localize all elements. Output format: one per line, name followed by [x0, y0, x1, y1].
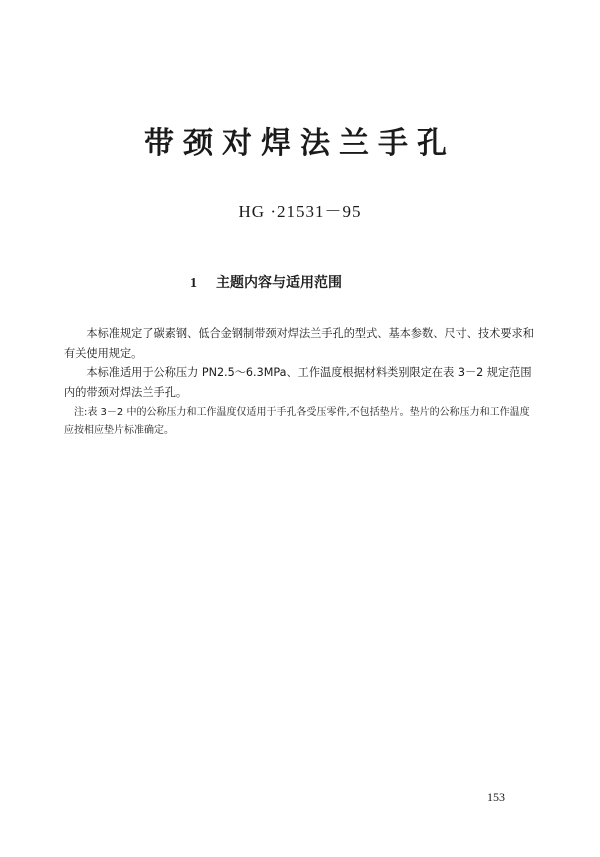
paragraph-scope: 本标准规定了碳素钢、低合金钢制带颈对焊法兰手孔的型式、基本参数、尺寸、技术要求和有关使用规定。 [64, 327, 534, 360]
paragraph-applicability: 本标准适用于公称压力 PN2.5～6.3MPa、工作温度根据材料类别限定在表 3－2 规定范围内的带颈对焊法兰手孔。 [64, 366, 532, 399]
section-number: 1 [190, 276, 197, 291]
note-text: 注:表 3－2 中的公称压力和工作温度仅适用于手孔各受压零件,不包括垫片。垫片的公称压力和工作温度应按相应垫片标准确定。 [64, 407, 530, 436]
page-number: 153 [487, 790, 505, 804]
standard-number: HG ·21531－95 [238, 202, 362, 221]
section-title: 主题内容与适用范围 [216, 275, 342, 291]
document-title: 带颈对焊法兰手孔 [144, 126, 456, 161]
section-heading [190, 272, 342, 292]
